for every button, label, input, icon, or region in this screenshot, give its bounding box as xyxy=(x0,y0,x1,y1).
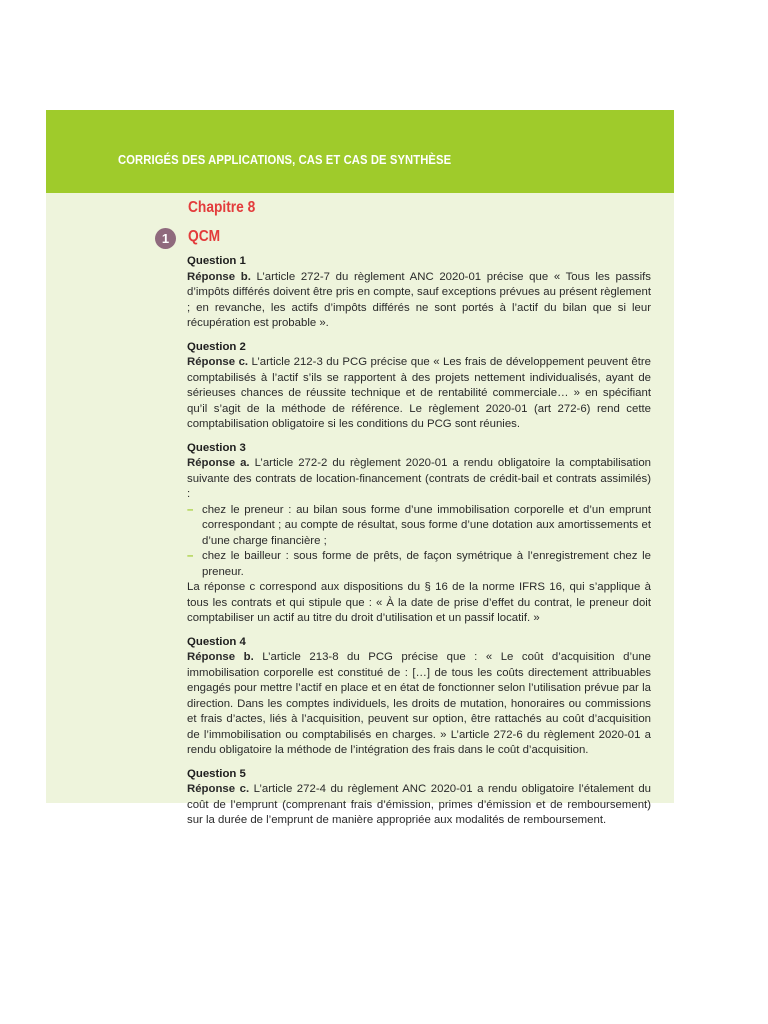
question-title: Question 1 xyxy=(187,255,246,267)
question-title: Question 3 xyxy=(187,441,246,454)
section-title: QCM xyxy=(188,228,221,245)
question-title: Question 4 xyxy=(187,635,246,648)
answer-label: Réponse a. xyxy=(187,457,250,469)
chapter-title: Chapitre 8 xyxy=(188,199,256,216)
question-block xyxy=(187,635,651,759)
question-answer xyxy=(187,270,651,332)
question-block xyxy=(187,254,651,332)
question-answer xyxy=(187,782,651,829)
question-block xyxy=(187,441,651,627)
answer-text: L’article 272-4 du règlement ANC 2020-01 a rendu obligatoire l’étalement du coût de l’emprunt (comprenant frais d’émission, primes d’émission et de remboursement) sur la durée de l’emprunt de manière appropriée aux modalités de remboursement. xyxy=(187,783,651,826)
question-answer xyxy=(187,650,651,759)
answer-text: L’article 212-3 du PCG précise que « Les frais de développement peuvent être comptabilisés à l’actif s’ils se rapportent à des projets nettement individualisés, ayant de sérieuses chances de réussite technique et de rentabilité commerciale… » en spécifiant qu’il s’agit de la méthode de référence. Le règlement 2020-01 (art 272-6) rend cette comptabilisation obligatoire si les conditions du PCG sont réunies. xyxy=(187,356,651,430)
list-item: – chez le preneur : au bilan sous forme d’une immobilisation corporelle et d’un emprunt correspondant ; au compte de résultat, sous forme d’une dotation aux amortissements et d’une charge financière ; xyxy=(187,503,651,550)
question-block xyxy=(187,767,651,829)
answer-text: L’article 272-7 du règlement ANC 2020-01 précise que « Tous les passifs d’impôts différés doivent être pris en compte, sauf exceptions prévues au présent règlement ; en revanche, les actifs d’impôts différés ne sont portés à l’actif du bilan que si leur récupération est probable ». xyxy=(187,270,651,329)
question-answer xyxy=(187,355,651,433)
questions-content xyxy=(187,254,651,837)
answer-label: Réponse c. xyxy=(187,783,250,795)
question-title: Question 2 xyxy=(187,340,246,353)
section-number-badge: 1 xyxy=(155,228,176,249)
question-block xyxy=(187,340,651,433)
header-banner xyxy=(46,110,674,193)
question-answer xyxy=(187,456,651,503)
list-item: – chez le bailleur : sous forme de prêts, de façon symétrique à l’enregistrement chez le preneur. xyxy=(187,549,651,580)
banner-title: CORRIGÉS DES APPLICATIONS, CAS ET CAS DE SYNTHÈSE xyxy=(118,153,452,167)
question-title: Question 5 xyxy=(187,767,246,780)
answer-text: L’article 213-8 du PCG précise que : « Le coût d’acquisition d’une immobilisation corporelle est constitué de : […] de tous les coûts directement attribuables engagés pour mettre l’actif en place et en état de fonctionner selon l’utilisation prévue par la direction. Dans les comptes individuels, les droits de mutation, honoraires ou commissions et frais d’actes, liés à l’acquisition, peuvent sur option, être rattachés au coût d’acquisition de l’immobilisation ou comptabilisés en charges. » L’article 272-6 du règlement 2020-01 a rendu obligatoire la méthode de l’intégration des frais dans le coût d’acquisition. xyxy=(187,651,651,756)
answer-label: Réponse c. xyxy=(187,356,249,368)
answer-label: Réponse b. xyxy=(187,651,254,663)
answer-label: Réponse b. xyxy=(187,270,251,283)
document-page xyxy=(46,110,674,826)
bullet-list xyxy=(187,503,651,581)
answer-note: La réponse c correspond aux dispositions du § 16 de la norme IFRS 16, qui s’applique à tous les contrats et qui stipule que : « À la date de prise d’effet du contrat, le preneur doit comptabiliser un actif au titre du droit d’utilisation et un passif locatif. » xyxy=(187,581,651,624)
answer-text: L’article 272-2 du règlement 2020-01 a rendu obligatoire la comptabilisation suivante des contrats de location-financement (contrats de crédit-bail et contrats assimilés) : xyxy=(187,457,651,500)
